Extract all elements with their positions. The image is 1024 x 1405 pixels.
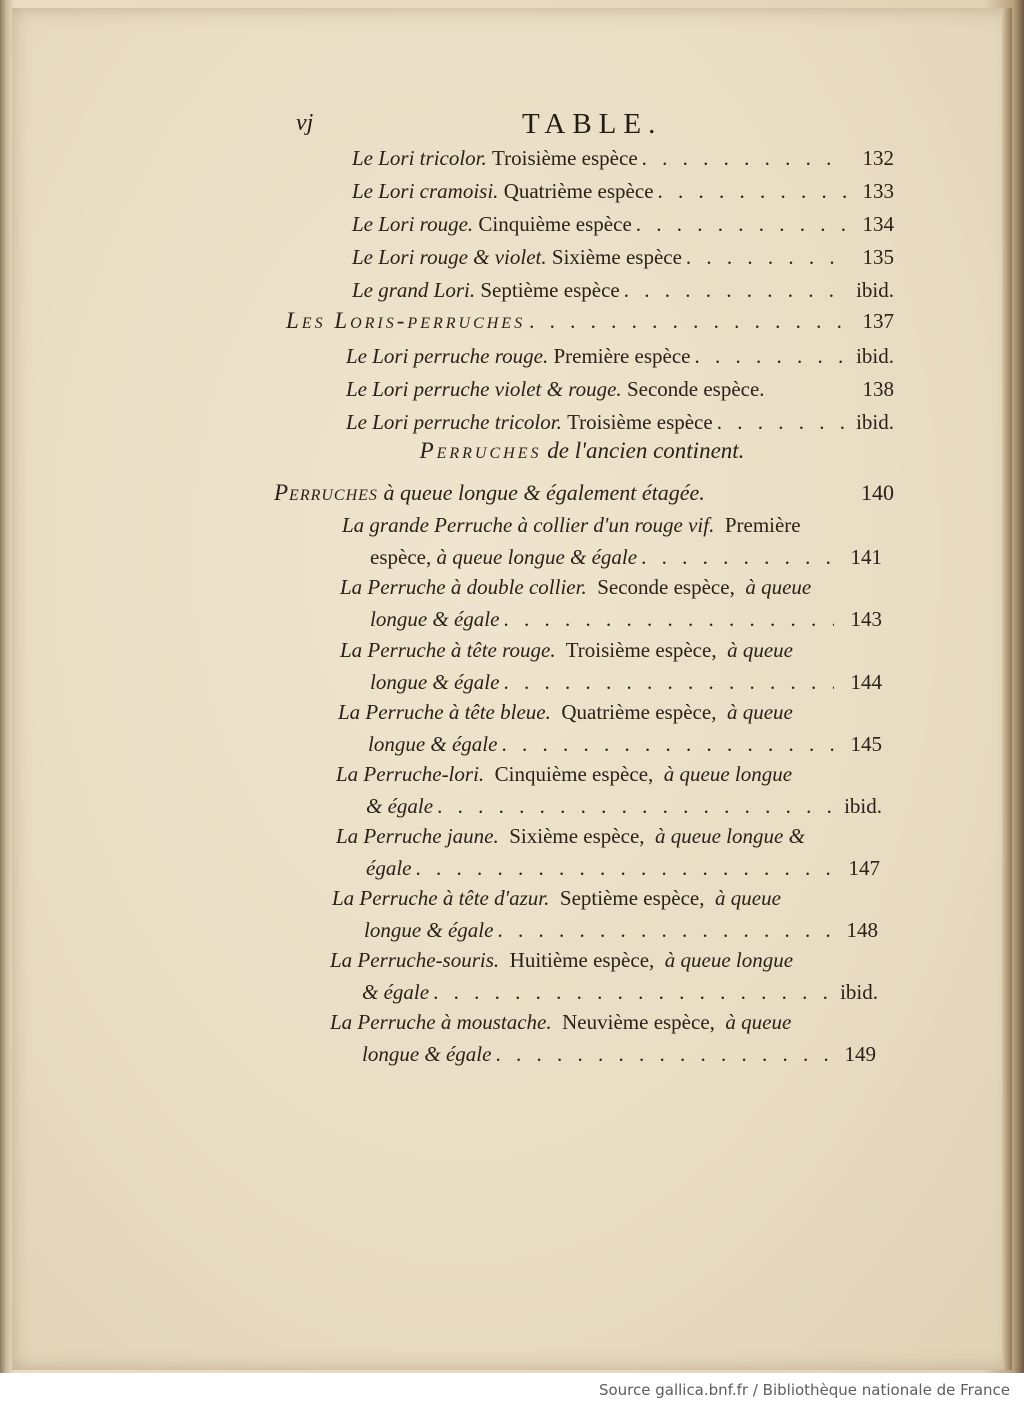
entry-italic: à queue [726,700,793,724]
entry-page: 141 [850,545,882,569]
entry-detail: Première espèce [553,344,691,368]
entry-name: Le grand Lori. [352,278,476,302]
entry-page: 132 [862,146,894,170]
entry-line-2 [364,918,878,943]
page-title: TABLE. [522,108,663,140]
entry-name: La Perruche à tête bleue. [338,700,551,724]
entry-page: ibid. [856,344,894,368]
toc-entry [346,377,894,402]
entry-detail: Cinquième espèce, [494,762,654,786]
entry-name: Le Lori tricolor. [352,146,487,170]
entry-line-2 [362,980,878,1005]
leader-dots [437,794,834,819]
toc-subsection [274,480,894,506]
entry-line-2 [368,732,882,757]
entry-page: 147 [848,856,880,880]
entry-page: 134 [862,212,894,236]
entry-tail: longue & égale [370,670,500,694]
toc-entry [346,410,894,435]
entry-tail: à queue longue & égale [436,545,638,569]
entry-tail: longue & égale [368,732,498,756]
leader-dots [658,179,846,204]
leader-dots [495,1042,828,1067]
entry-tail: longue & égale [370,607,500,631]
entry-line-2 [366,794,882,819]
entry-detail: Quatrième espèce [503,179,654,203]
leader-dots [686,245,846,270]
leader-dots [636,212,846,237]
entry-italic: à queue longue [663,762,793,786]
entry-line-2 [370,607,882,632]
entry-line-1 [336,824,805,849]
leader-dots [694,344,846,369]
entry-page: ibid. [844,794,882,818]
entry-italic: à queue [725,1010,792,1034]
leader-dots [415,856,832,881]
entry-detail: Sixième espèce, [509,824,645,848]
entry-line-1 [338,700,793,725]
centered-heading [82,438,1024,464]
entry-line-2 [362,1042,876,1067]
entry-page: 133 [862,179,894,203]
leader-dots [497,918,830,943]
entry-name: La Perruche jaune. [336,824,499,848]
leader-dots [641,545,834,570]
leader-dots [529,309,846,334]
section-title: Les Loris-perruches [286,308,526,333]
subsection-caps: Perruches [274,480,378,505]
toc-entry [352,278,894,303]
entry-detail: Troisième espèce [567,410,713,434]
toc-section [286,308,894,334]
entry-detail: Cinquième espèce [478,212,632,236]
entry-page: ibid. [856,278,894,302]
entry-name: La Perruche-souris. [330,948,500,972]
entry-tail: & égale [362,980,430,1004]
leader-dots [503,607,834,632]
entry-page: 144 [850,670,882,694]
entry-line-1 [332,886,781,911]
entry-detail: Seconde espèce. [626,377,765,401]
entry-page: 143 [850,607,882,631]
entry-italic: à queue [715,886,781,910]
entry-italic: à queue longue & [655,824,805,848]
toc-entry [352,212,894,237]
heading-rest: de l'ancien continent. [547,438,745,463]
toc-entry [352,245,894,270]
entry-detail: Seconde espèce, [597,575,735,599]
entry-page: 138 [862,377,894,401]
entry-page: ibid. [856,410,894,434]
entry-detail: Troisième espèce [492,146,638,170]
entry-italic: à queue [727,638,793,662]
entry-detail: Huitième espèce, [509,948,655,972]
leader-dots [433,980,830,1005]
entry-tail: longue & égale [362,1042,492,1066]
entry-name: La Perruche-lori. [336,762,485,786]
page-number: vj [296,110,314,136]
entry-line-2 [366,856,880,881]
entry-page: 149 [844,1042,876,1066]
subsection-rest: à queue longue & également étagée. [383,480,705,505]
toc-entry [352,179,894,204]
entry-page: 145 [850,732,882,756]
entry-tail: & égale [366,794,434,818]
entry-line-1 [336,762,792,787]
entry-name: Le Lori perruche tricolor. [346,410,562,434]
entry-line-1 [340,575,811,600]
entry-name: La grande Perruche à collier d'un rouge vif. [342,513,715,537]
entry-tail: longue & égale [364,918,494,942]
entry-detail-cont: espèce, [370,545,432,569]
entry-detail: Septième espèce [480,278,620,302]
entry-name: La Perruche à moustache. [330,1010,552,1034]
entry-detail: Septième espèce, [559,886,705,910]
toc-entry [346,344,894,369]
entry-name: Le Lori perruche rouge. [346,344,549,368]
entry-name: Le Lori cramoisi. [352,179,499,203]
entry-line-1 [330,1010,791,1035]
entry-name: La Perruche à double collier. [340,575,587,599]
leader-dots [642,146,846,171]
source-credit: Source gallica.bnf.fr / Bibliothèque nationale de France [598,1381,1010,1399]
entry-line-1 [330,948,793,973]
entry-name: Le Lori rouge. [352,212,474,236]
entry-name: Le Lori perruche violet & rouge. [346,377,622,401]
entry-line-1 [342,513,801,538]
entry-page: ibid. [840,980,878,1004]
leader-dots [503,670,834,695]
entry-detail: Première [724,513,801,537]
entry-page: 135 [862,245,894,269]
book-page [12,8,1012,1370]
entry-detail: Neuvième espèce, [562,1010,715,1034]
entry-detail: Quatrième espèce, [561,700,717,724]
entry-page: 148 [846,918,878,942]
leader-dots [717,410,846,435]
leader-dots [624,278,846,303]
section-page: 137 [862,309,894,333]
entry-tail: égale [366,856,412,880]
entry-name: La Perruche à tête d'azur. [332,886,550,910]
entry-name: La Perruche à tête rouge. [340,638,556,662]
page-edge [1002,8,1012,1370]
leader-dots [501,732,834,757]
toc-entry [352,146,894,171]
entry-line-2 [370,545,882,570]
entry-line-1 [340,638,793,663]
entry-name: Le Lori rouge & violet. [352,245,547,269]
entry-detail: Sixième espèce [551,245,682,269]
entry-italic: à queue longue [664,948,794,972]
entry-detail: Troisième espèce, [565,638,717,662]
heading-caps: Perruches [419,438,542,463]
entry-italic: à queue [745,575,812,599]
entry-line-2 [370,670,882,695]
subsection-page: 140 [861,480,894,505]
